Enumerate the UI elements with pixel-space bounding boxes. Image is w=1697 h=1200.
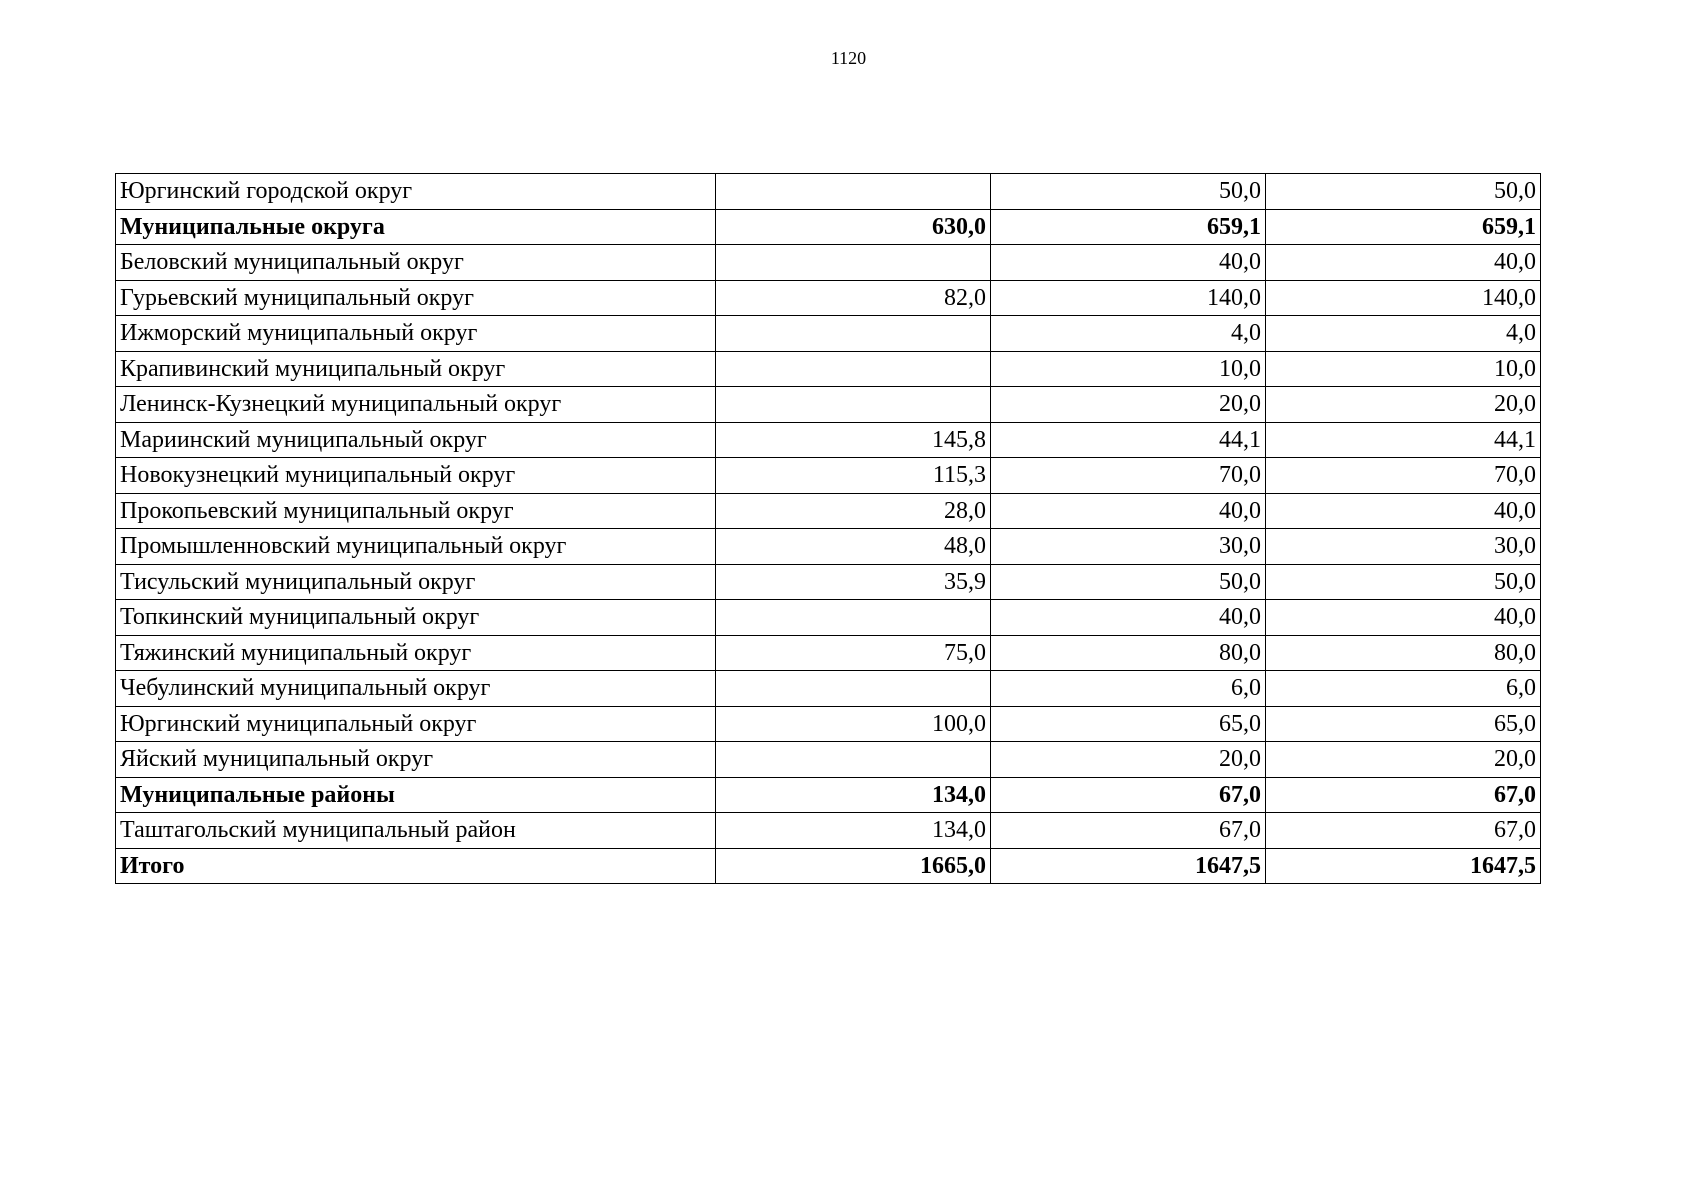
value-cell-col1: 75,0 [716,635,991,671]
value-cell-col2: 659,1 [991,209,1266,245]
value-cell-col1: 100,0 [716,706,991,742]
table-body [116,174,1541,884]
value-cell-col3: 40,0 [1266,245,1541,281]
table-row [116,600,1541,636]
table-row [116,564,1541,600]
table-row [116,280,1541,316]
table-row [116,493,1541,529]
value-cell-col2: 4,0 [991,316,1266,352]
value-cell-col1: 134,0 [716,813,991,849]
table-row-subtotal [116,777,1541,813]
value-cell-col3: 4,0 [1266,316,1541,352]
value-cell-col3: 6,0 [1266,671,1541,707]
value-cell-col3: 40,0 [1266,600,1541,636]
value-cell-col1 [716,351,991,387]
row-name-cell: Промышленновский муниципальный округ [116,529,716,565]
value-cell-col1 [716,316,991,352]
value-cell-col1 [716,174,991,210]
value-cell-col1: 82,0 [716,280,991,316]
value-cell-col3: 50,0 [1266,564,1541,600]
table-row [116,742,1541,778]
value-cell-col2: 67,0 [991,777,1266,813]
value-cell-col2: 30,0 [991,529,1266,565]
value-cell-col2: 70,0 [991,458,1266,494]
table-row [116,671,1541,707]
value-cell-col1 [716,742,991,778]
table-row [116,316,1541,352]
value-cell-col3: 140,0 [1266,280,1541,316]
value-cell-col2: 10,0 [991,351,1266,387]
value-cell-col2: 80,0 [991,635,1266,671]
value-cell-col1: 134,0 [716,777,991,813]
value-cell-col3: 65,0 [1266,706,1541,742]
value-cell-col3: 1647,5 [1266,848,1541,884]
value-cell-col3: 50,0 [1266,174,1541,210]
table-row [116,635,1541,671]
value-cell-col3: 40,0 [1266,493,1541,529]
value-cell-col2: 50,0 [991,174,1266,210]
row-name-cell: Юргинский муниципальный округ [116,706,716,742]
row-name-cell: Муниципальные районы [116,777,716,813]
value-cell-col2: 44,1 [991,422,1266,458]
row-name-cell: Новокузнецкий муниципальный округ [116,458,716,494]
value-cell-col2: 67,0 [991,813,1266,849]
value-cell-col3: 80,0 [1266,635,1541,671]
row-name-cell: Чебулинский муниципальный округ [116,671,716,707]
row-name-cell: Гурьевский муниципальный округ [116,280,716,316]
value-cell-col1: 1665,0 [716,848,991,884]
value-cell-col3: 659,1 [1266,209,1541,245]
value-cell-col1 [716,387,991,423]
row-name-cell: Тяжинский муниципальный округ [116,635,716,671]
row-name-cell: Мариинский муниципальный округ [116,422,716,458]
table-row [116,351,1541,387]
value-cell-col2: 1647,5 [991,848,1266,884]
value-cell-col3: 10,0 [1266,351,1541,387]
row-name-cell: Топкинский муниципальный округ [116,600,716,636]
value-cell-col3: 20,0 [1266,387,1541,423]
table-row [116,174,1541,210]
table-row-subtotal [116,209,1541,245]
budget-table [115,173,1541,884]
page-number: 1120 [830,48,867,68]
value-cell-col1: 115,3 [716,458,991,494]
row-name-cell: Муниципальные округа [116,209,716,245]
value-cell-col1: 48,0 [716,529,991,565]
value-cell-col1 [716,671,991,707]
value-cell-col2: 6,0 [991,671,1266,707]
value-cell-col3: 44,1 [1266,422,1541,458]
value-cell-col3: 70,0 [1266,458,1541,494]
value-cell-col1: 28,0 [716,493,991,529]
row-name-cell: Прокопьевский муниципальный округ [116,493,716,529]
row-name-cell: Беловский муниципальный округ [116,245,716,281]
row-name-cell: Тисульский муниципальный округ [116,564,716,600]
value-cell-col2: 40,0 [991,600,1266,636]
table-row [116,422,1541,458]
value-cell-col2: 140,0 [991,280,1266,316]
table-row [116,813,1541,849]
table-row [116,706,1541,742]
value-cell-col1 [716,245,991,281]
row-name-cell: Юргинский городской округ [116,174,716,210]
table-row [116,458,1541,494]
value-cell-col3: 67,0 [1266,813,1541,849]
value-cell-col2: 50,0 [991,564,1266,600]
value-cell-col1: 630,0 [716,209,991,245]
table-row [116,245,1541,281]
value-cell-col2: 40,0 [991,493,1266,529]
value-cell-col2: 20,0 [991,742,1266,778]
value-cell-col3: 20,0 [1266,742,1541,778]
value-cell-col3: 67,0 [1266,777,1541,813]
value-cell-col1: 35,9 [716,564,991,600]
table-row [116,529,1541,565]
table-row [116,387,1541,423]
row-name-cell: Яйский муниципальный округ [116,742,716,778]
row-name-cell: Итого [116,848,716,884]
table-row-subtotal [116,848,1541,884]
row-name-cell: Ленинск-Кузнецкий муниципальный округ [116,387,716,423]
row-name-cell: Крапивинский муниципальный округ [116,351,716,387]
row-name-cell: Ижморский муниципальный округ [116,316,716,352]
value-cell-col2: 65,0 [991,706,1266,742]
value-cell-col2: 40,0 [991,245,1266,281]
value-cell-col2: 20,0 [991,387,1266,423]
value-cell-col3: 30,0 [1266,529,1541,565]
value-cell-col1: 145,8 [716,422,991,458]
value-cell-col1 [716,600,991,636]
row-name-cell: Таштагольский муниципальный район [116,813,716,849]
